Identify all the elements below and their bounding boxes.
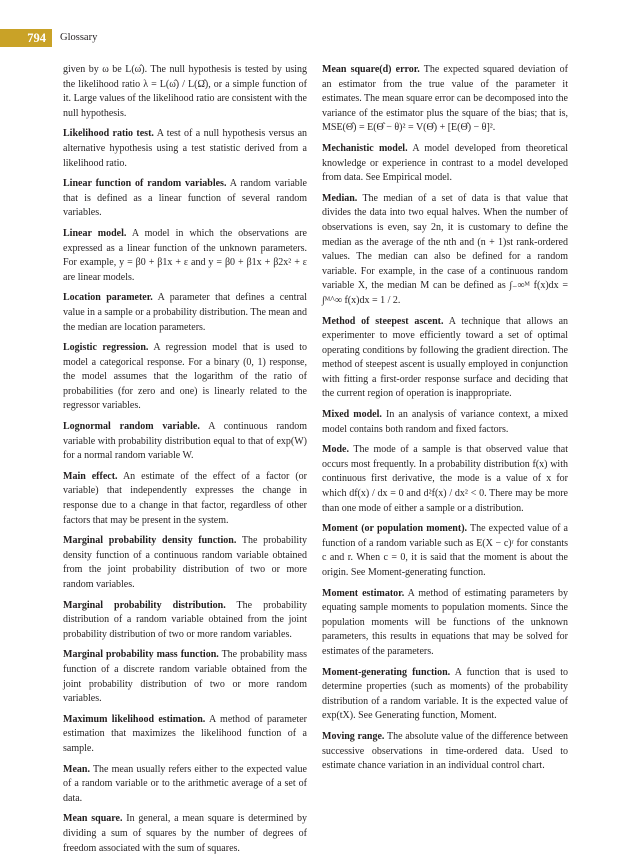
entry-term: Moment estimator. <box>322 587 405 599</box>
entry-text: A continuous random variable with probability distribution equal to that of exp(W) for a normal random variable W. <box>63 421 307 462</box>
glossary-entry <box>63 713 307 757</box>
entry-term: Logistic regression. <box>63 342 149 354</box>
glossary-entry <box>322 587 568 660</box>
entry-text: A model in which the observations are expressed as a linear function of the unknown parameters. For example, y = β0 + β1x + ε and y = β0 + β1x + β2x² + ε are linear models. <box>63 227 307 283</box>
entry-text: The expected value of a function of a random variable such as E(X − c)ʳ for constants c and r. When c = 0, it is said that the moment is about the origin. See Moment-generating function. <box>322 523 568 578</box>
entry-text: The absolute value of the difference between successive observations in time-ordered data. Used to estimate chance variation in an individual control chart. <box>322 730 569 772</box>
entry-term: Mean square. <box>63 813 123 825</box>
entry-term: Mode. <box>322 444 349 456</box>
entry-term: Location parameter. <box>63 292 153 304</box>
glossary-entry <box>63 534 307 592</box>
entry-text: The mean usually refers either to the expected value of a random variable or to the arithmetic average of a set of data. <box>63 763 307 804</box>
entry-text: A method of parameter estimation that maximizes the likelihood function of a sample. <box>63 713 307 754</box>
glossary-entry <box>63 291 307 335</box>
entry-text: A test of a null hypothesis versus an alternative hypothesis using a test statistic derived from a likelihood ratio. <box>63 128 308 169</box>
entry-term: Lognormal random variable. <box>63 421 200 433</box>
glossary-entry <box>322 142 568 186</box>
glossary-entry <box>63 812 307 856</box>
running-head: Glossary <box>60 32 98 43</box>
page-number: 794 <box>0 29 52 47</box>
glossary-entry <box>63 127 307 171</box>
entry-term: Median. <box>322 192 358 204</box>
glossary-entry <box>322 408 568 437</box>
glossary-entry <box>322 315 568 403</box>
entry-text: The median of a set of data is that value that divides the data into two equal halves. When the number of observations is even, say 2n, it is customary to define the median as the average of the nth and (n + 1)st rank-ordered values. The median can also be defined for a random variable. For example, in the case of a continuous random variable X, the median M can be defined as ∫₋∞ᴹ f(x)dx = ∫ᴹ^∞ f(x)dx = 1 / 2. <box>322 192 568 306</box>
glossary-entry <box>322 730 568 774</box>
glossary-entry <box>63 177 307 221</box>
glossary-entry <box>322 522 568 580</box>
entry-text: In general, a mean square is determined by dividing a sum of squares by the number of degrees of freedom associated with the sum of squares. <box>63 813 308 854</box>
entry-text: A random variable that is defined as a linear function of several random variables. <box>63 178 307 219</box>
glossary-entry <box>63 341 307 414</box>
page-header <box>0 29 639 47</box>
glossary-entry <box>63 599 307 643</box>
glossary-entry <box>63 648 307 706</box>
entry-term: Moving range. <box>322 730 385 742</box>
entry-text: A technique that allows an experimenter to move efficiently toward a set of optimal operating conditions by following the gradient direction. The method of steepest ascent is usually employed in conjunction with fitting a first-order response surface and deciding that the current region of operation is inappropriate. <box>322 315 569 400</box>
entry-term: Mechanistic model. <box>322 142 408 154</box>
glossary-entry <box>63 420 307 464</box>
entry-text: The probability density function of a continuous random variable obtained from the joint probability distribution of two or more random variables. <box>63 535 307 590</box>
right-column <box>322 63 568 780</box>
entry-text: An estimate of the effect of a factor (or variable) that independently expresses the change in response due to a change in that factor, regardless of other factors that may be present in the system. <box>63 470 307 526</box>
entry-term: Moment (or population moment). <box>322 523 468 535</box>
glossary-entry <box>322 443 568 516</box>
glossary-entry-continuation <box>63 63 307 121</box>
entry-text: A parameter that defines a central value in a sample or a probability distribution. The mean and the median are location parameters. <box>63 292 308 333</box>
entry-text: The probability distribution of a random variable obtained from the joint probability distribution of two or more random variables. <box>63 599 307 640</box>
entry-text: The expected squared deviation of an estimator from the true value of the parameter it estimates. The mean square error can be decomposed into the variance of the estimator plus the square of the bias; that is, MSE(Θ̂) = E(Θ̂ − θ)² = V(Θ̂) + [E(Θ̂) − θ]². <box>322 64 568 134</box>
glossary-entry <box>322 63 568 136</box>
entry-text: A function that is used to determine properties (such as moments) of the probability distribution of a random variable. It is the expected value of exp(tX). See Generating function, Moment. <box>322 666 568 722</box>
entry-term: Mean. <box>63 763 90 775</box>
entry-term: Mixed model. <box>322 409 382 421</box>
glossary-entry <box>63 470 307 528</box>
entry-term: Marginal probability mass function. <box>63 649 219 661</box>
entry-text: The probability mass function of a discrete random variable obtained from the joint probability distribution of two or more random variables. <box>63 649 307 705</box>
entry-term: Main effect. <box>63 470 118 482</box>
entry-term: Marginal probability density function. <box>63 535 237 547</box>
entry-text: The mode of a sample is that observed value that occurs most frequently. In a probability distribution f(x) with continuous first derivative, the mode is a value of x for which df(x) / dx = 0 and d²f(x) / dx² < 0. There may be more than one mode of either a sample or a distribution. <box>322 444 568 514</box>
entry-text: A method of estimating parameters by equating sample moments to population moments. Since the population moments will be functions of the unknown parameters, this results in equations that may be solved for estimates of the parameters. <box>322 587 568 657</box>
entry-term: Marginal probability distribution. <box>63 599 226 611</box>
entry-term: Method of steepest ascent. <box>322 315 444 327</box>
entry-term: Mean square(d) error. <box>322 64 420 75</box>
entry-term: Likelihood ratio test. <box>63 128 154 140</box>
entry-text: A regression model that is used to model a categorical response. For a binary (0, 1) response, the model assumes that the logarithm of the ratio of probabilities (for zero and one) is linearly related to the regressor variables. <box>63 342 307 412</box>
left-column <box>63 63 307 862</box>
entry-text: A model developed from theoretical knowledge or experience in contrast to a model developed from data. See Empirical model. <box>322 142 568 184</box>
entry-term: Maximum likelihood estimation. <box>63 713 206 725</box>
entry-term: Linear model. <box>63 227 127 239</box>
glossary-entry <box>322 666 568 724</box>
entry-term: Moment-generating function. <box>322 666 451 678</box>
glossary-entry <box>63 227 307 285</box>
glossary-entry <box>322 192 568 309</box>
entry-term: Linear function of random variables. <box>63 178 227 190</box>
entry-text: given by ω be L(ω̂). The null hypothesis is tested by using the likelihood ratio λ = L(ω̂) / L(Ω̂), or a simple function of it. Large values of the likelihood ratio are consistent with the null hypothesis. <box>63 64 307 119</box>
entry-text: In an analysis of variance context, a mixed model contains both random and fixed factors. <box>322 409 569 435</box>
